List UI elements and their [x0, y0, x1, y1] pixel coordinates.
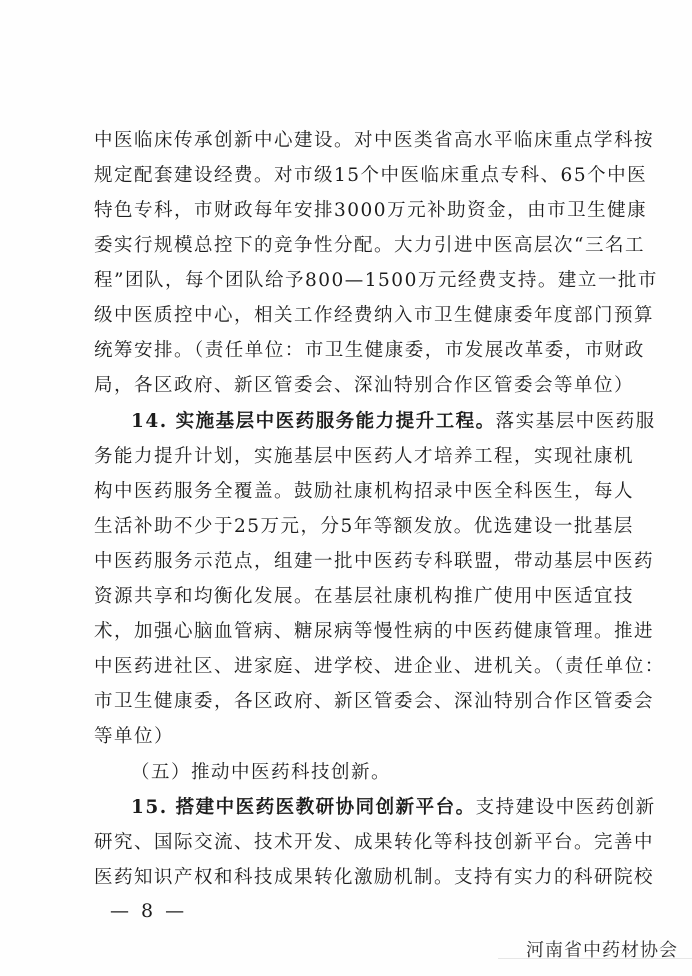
body-line-22 — [94, 865, 654, 891]
body-line-16 — [94, 654, 665, 680]
line-text: 规定配套建设经费。对市级15个中医临床重点专科、65个中医 — [94, 165, 648, 186]
line-text: （五）推动中医药科技创新。 — [131, 762, 392, 783]
section-14-heading-line — [131, 409, 656, 435]
body-line-1 — [94, 128, 654, 154]
line-text: 中医临床传承创新中心建设。对中医类省高水平临床重点学科按 — [94, 130, 655, 151]
body-line-12 — [94, 514, 634, 540]
body-line-13 — [94, 549, 654, 575]
line-text: 务能力提升计划，实施基层中医药人才培养工程，实现社康机 — [94, 446, 635, 467]
line-text: 构中医药服务全覆盖。鼓励社康机构招录中医全科医生，每人 — [94, 481, 635, 502]
body-line-2 — [94, 163, 647, 189]
section-15-heading-line — [131, 795, 656, 821]
line-text: 医药知识产权和科技成果转化激励机制。支持有实力的科研院校 — [94, 867, 655, 888]
line-text: 中医药进社区、进家庭、进学校、进企业、进机关。（责任单位： — [94, 656, 665, 677]
body-line-18 — [94, 724, 174, 750]
line-text: 研究、国际交流、技术开发、成果转化等科技创新平台。完善中 — [94, 832, 655, 853]
body-line-7 — [94, 338, 645, 364]
line-text: 级中医质控中心，相关工作经费纳入市卫生健康委年度部门预算 — [94, 305, 655, 326]
body-line-21 — [94, 830, 654, 856]
body-line-10 — [94, 444, 634, 470]
line-text: 程”团队，每个团队给予800—1500万元经费支持。建立一批市 — [94, 270, 658, 291]
line-text: 委实行规模总控下的竞争性分配。大力引进中医高层次“三名工 — [94, 235, 645, 256]
line-text: 特色专科，市财政每年安排3000万元补助资金，由市卫生健康 — [94, 200, 648, 221]
line-text: 中医药服务示范点，组建一批中医药专科联盟，带动基层中医药 — [94, 551, 655, 572]
line-text: 资源共享和均衡化发展。在基层社康机构推广使用中医适宜技 — [94, 586, 635, 607]
section-14-title: 14. 实施基层中医药服务能力提升工程。 — [131, 411, 496, 432]
body-line-8 — [94, 373, 634, 399]
line-text: 支持建设中医药创新 — [475, 797, 656, 818]
line-text: 等单位） — [94, 726, 175, 747]
body-line-17 — [94, 689, 654, 715]
body-line-3 — [94, 198, 647, 224]
body-line-11 — [94, 479, 634, 505]
body-line-4 — [94, 233, 645, 259]
page-number: — 8 — — [110, 900, 188, 922]
line-text: 生活补助不少于25万元，分5年等额发放。优选建设一批基层 — [94, 516, 634, 537]
line-text: 统筹安排。（责任单位：市卫生健康委，市发展改革委，市财政 — [94, 340, 645, 361]
body-line-6 — [94, 303, 654, 329]
body-line-15 — [94, 619, 654, 645]
section-15-title: 15. 搭建中医药医教研协同创新平台。 — [131, 797, 476, 818]
body-line-5 — [94, 268, 658, 294]
source-watermark: 河南省中药材协会 — [526, 940, 678, 961]
line-text: 局，各区政府、新区管委会、深汕特别合作区管委会等单位） — [94, 375, 635, 396]
subsection-5-heading — [131, 760, 391, 786]
line-text: 市卫生健康委，各区政府、新区管委会、深汕特别合作区管委会 — [94, 691, 655, 712]
line-text: 落实基层中医药服 — [495, 411, 656, 432]
line-text: 术，加强心脑血管病、糖尿病等慢性病的中医药健康管理。推进 — [94, 621, 655, 642]
body-line-14 — [94, 584, 634, 610]
